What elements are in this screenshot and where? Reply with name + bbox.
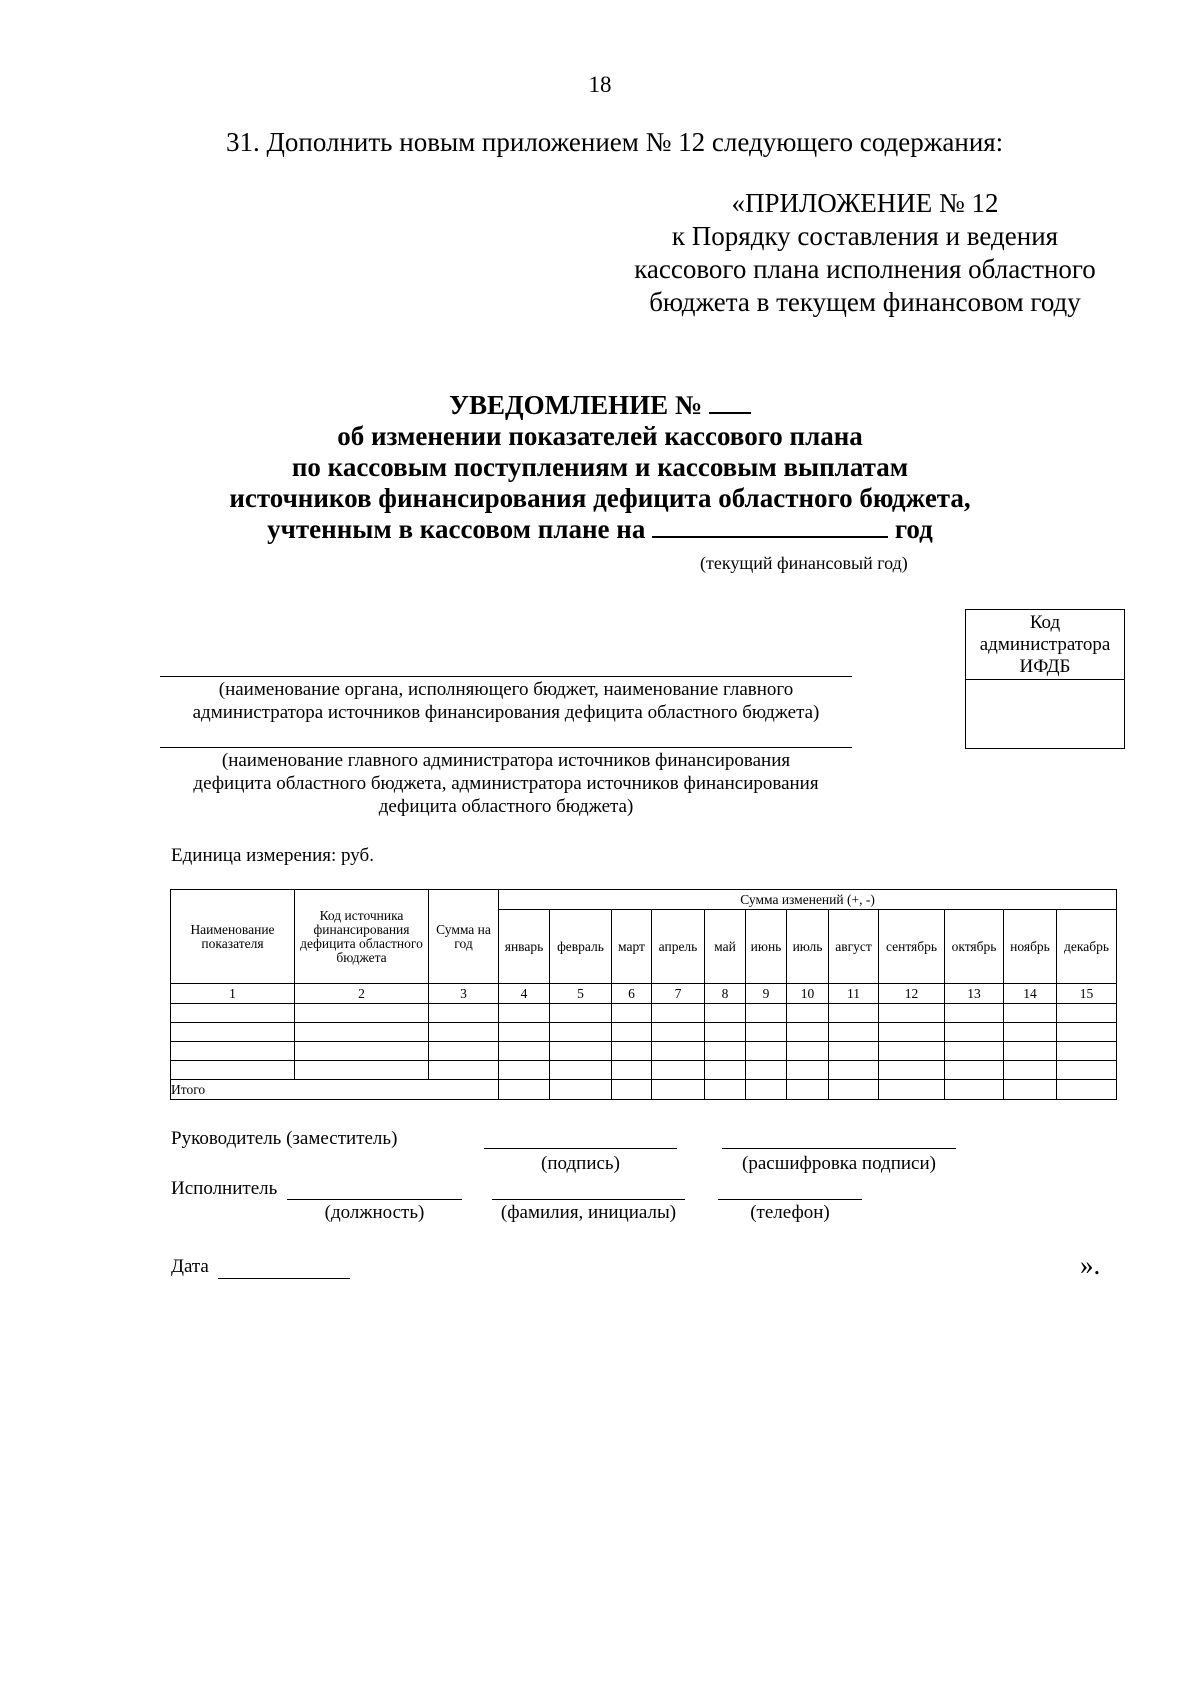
total-label: Итого [171, 1080, 499, 1100]
org-name-caption: (наименование органа, исполняющего бюджет, наименование главного администратора источников финансирования дефицита областного бюджета) [192, 679, 820, 723]
name-line [492, 1199, 685, 1200]
column-number: 5 [550, 984, 612, 1004]
admin-name-line [160, 747, 852, 748]
decoding-line [722, 1148, 956, 1149]
column-number: 1 [171, 984, 295, 1004]
title-line-2: об изменении показателей кассового плана [337, 421, 863, 451]
phone-line [718, 1199, 862, 1200]
column-number: 15 [1057, 984, 1117, 1004]
column-number-row [171, 984, 1117, 1004]
signature-line [484, 1148, 677, 1149]
col-header-code: Код источника финансирования дефицита областного бюджета [295, 890, 429, 984]
page-number: 18 [588, 72, 612, 97]
column-number: 2 [295, 984, 429, 1004]
appendix-line: «ПРИЛОЖЕНИЕ № 12 [731, 188, 999, 218]
signature-caption: (подпись) [541, 1153, 620, 1174]
column-number: 11 [829, 984, 879, 1004]
column-number: 10 [787, 984, 829, 1004]
column-number: 13 [945, 984, 1004, 1004]
col-header-month: январь [499, 910, 550, 984]
table-row [171, 1042, 1117, 1061]
year-note: (текущий финансовый год) [700, 553, 908, 573]
col-header-changes: Сумма изменений (+, -) [499, 890, 1117, 910]
unit-label: Единица измерения: руб. [171, 845, 374, 866]
column-number: 6 [612, 984, 652, 1004]
col-header-month: июнь [746, 910, 787, 984]
col-header-month: август [829, 910, 879, 984]
col-header-month: декабрь [1057, 910, 1117, 984]
title-line-5: учтенным в кассовом плане на год [267, 514, 933, 544]
title-line-1: УВЕДОМЛЕНИЕ № [150, 390, 1050, 421]
col-header-month: июль [787, 910, 829, 984]
executor-label: Исполнитель [171, 1178, 278, 1199]
admin-code-header: Код администратора ИФДБ [966, 610, 1124, 680]
appendix-line: к Порядку составления и ведения [671, 221, 1059, 251]
table-row [171, 1004, 1117, 1023]
column-number: 9 [746, 984, 787, 1004]
closing-quote: ». [1080, 1250, 1101, 1280]
col-header-month: май [705, 910, 746, 984]
col-header-month: октябрь [945, 910, 1004, 984]
title-line-4: источников финансирования дефицита областного бюджета, [229, 483, 971, 513]
title-line-3: по кассовым поступлениям и кассовым выплатам [291, 452, 909, 482]
appendix-line: бюджета в текущем финансовом году [649, 287, 1081, 317]
col-header-month: ноябрь [1004, 910, 1057, 984]
column-number: 7 [652, 984, 705, 1004]
admin-name-caption: (наименование главного администратора источников финансирования дефицита областного бюджета, администратора источников финансирования дефицита областного бюджета) [193, 750, 819, 817]
column-number: 14 [1004, 984, 1057, 1004]
date-label: Дата [171, 1256, 209, 1277]
date-line [218, 1278, 350, 1279]
position-caption: (должность) [324, 1202, 425, 1223]
document-title [150, 390, 1050, 545]
total-row [171, 1080, 1117, 1100]
column-number: 4 [499, 984, 550, 1004]
appendix-line: кассового плана исполнения областного [634, 254, 1096, 284]
column-number: 3 [429, 984, 499, 1004]
org-name-line [160, 676, 852, 677]
phone-caption: (телефон) [750, 1202, 830, 1223]
col-header-month: сентябрь [879, 910, 945, 984]
table-row [171, 1061, 1117, 1080]
column-number: 8 [705, 984, 746, 1004]
col-header-month: март [612, 910, 652, 984]
position-line [287, 1199, 462, 1200]
col-header-month: февраль [550, 910, 612, 984]
clause-text: 31. Дополнить новым приложением № 12 следующего содержания: [226, 127, 1004, 157]
table-row [171, 1023, 1117, 1042]
year-blank [652, 514, 888, 538]
changes-table [170, 889, 1117, 1100]
number-blank [709, 390, 751, 414]
col-header-month: апрель [652, 910, 705, 984]
appendix-header [620, 187, 1110, 319]
col-header-name: Наименование показателя [171, 890, 295, 984]
column-number: 12 [879, 984, 945, 1004]
admin-code-box [965, 609, 1125, 749]
decoding-caption: (расшифровка подписи) [742, 1153, 936, 1174]
head-label: Руководитель (заместитель) [171, 1128, 398, 1149]
col-header-year-sum: Сумма на год [429, 890, 499, 984]
name-caption: (фамилия, инициалы) [500, 1202, 677, 1223]
